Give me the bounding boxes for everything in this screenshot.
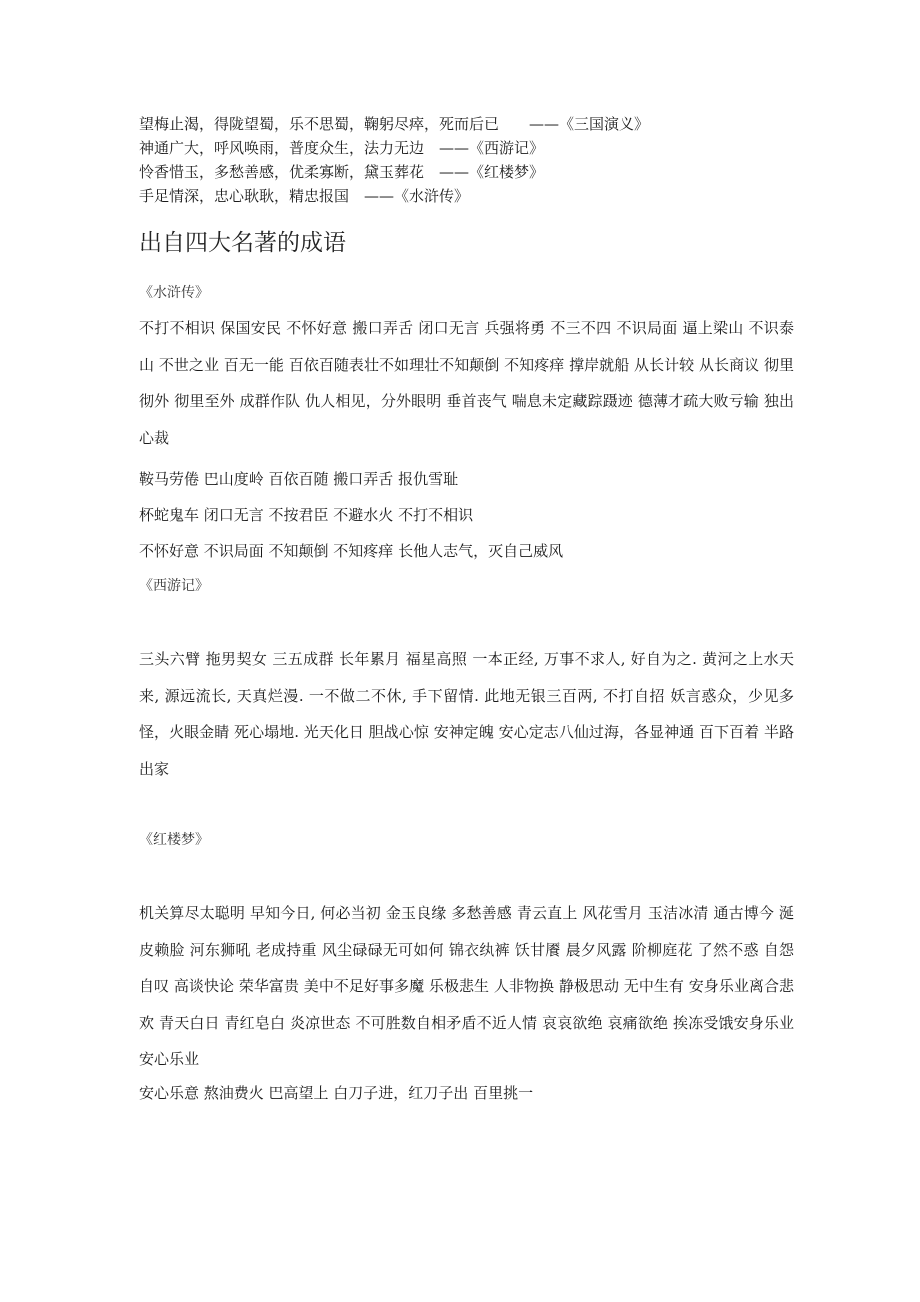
idiom-line-shuihu-2: 杯蛇鬼车 闭口无言 不按君臣 不避水火 不打不相识 [139,506,474,524]
intro-line-honglou: 怜香惜玉，多愁善感，优柔寡断，黛玉葬花 ——《红楼梦》 [139,163,545,181]
idiom-paragraph-honglou: 机关算尽太聪明 早知今日, 何必当初 金玉良缘 多愁善感 青云直上 风花雪月 玉洁冰清 通古博今 涎皮赖脸 河东狮吼 老成持重 风尘碌碌无可如何 锦衣纨裤 饫甘餍 晨夕风露 阶柳庭花 了然不惑 自怨自叹 高谈快论 荣华富贵 美中不足好事多魔 乐极悲生 人非物换 静极思动 无中生有 安身乐业离合悲欢 青天白日 青红皂白 炎凉世态 不可胜数自相矛盾不近人情 哀哀欲绝 哀痛欲绝 挨冻受饿安身乐业 安心乐业 [139,904,794,1068]
intro-line-xiyou: 神通广大，呼风唤雨，普度众生，法力无边 ——《西游记》 [139,139,545,157]
idiom-paragraph-shuihu: 不打不相识 保国安民 不怀好意 搬口弄舌 闭口无言 兵强将勇 不三不四 不识局面 逼上梁山 不识泰山 不世之业 百无一能 百依百随表壮不如理壮不知颠倒 不知疼痒 撑岸就船 从长计较 从长商议 彻里彻外 彻里至外 成群作队 仇人相见，分外眼明 垂首丧气 喘息未定藏踪蹑迹 德薄才疏大败亏输 独出心裁 [139,319,794,447]
idiom-line-shuihu-1: 鞍马劳倦 巴山度岭 百依百随 搬口弄舌 报仇雪耻 [139,470,459,488]
intro-block [139,112,799,208]
idiom-line-honglou: 安心乐意 熬油费火 巴高望上 白刀子进，红刀子出 百里挑一 [139,1084,534,1102]
section-heading: 出自四大名著的成语 [139,230,346,256]
book-title-shuihu: 《水浒传》 [139,285,209,301]
intro-line-sanguo: 望梅止渴，得陇望蜀，乐不思蜀，鞠躬尽瘁，死而后已 ——《三国演义》 [139,115,650,133]
idiom-paragraph-xiyou: 三头六臂 拖男契女 三五成群 长年累月 福星高照 一本正经, 万事不求人, 好自为之. 黄河之上水天来, 源远流长, 天真烂漫. 一不做二不休, 手下留情. 此地无银三百两, 不打自招 妖言惑众，少见多怪，火眼金睛 死心塌地. 光天化日 胆战心惊 安神定魄 安心定志八仙过海，各显神通 百下百着 半路出家 [139,650,794,778]
intro-line-shuihu: 手足情深，忠心耿耿，精忠报国 ——《水浒传》 [139,187,470,205]
idiom-line-shuihu-3: 不怀好意 不识局面 不知颠倒 不知疼痒 长他人志气，灭自己威风 [139,542,564,560]
book-title-honglou: 《红楼梦》 [139,832,209,848]
book-title-xiyou: 《西游记》 [139,578,209,594]
